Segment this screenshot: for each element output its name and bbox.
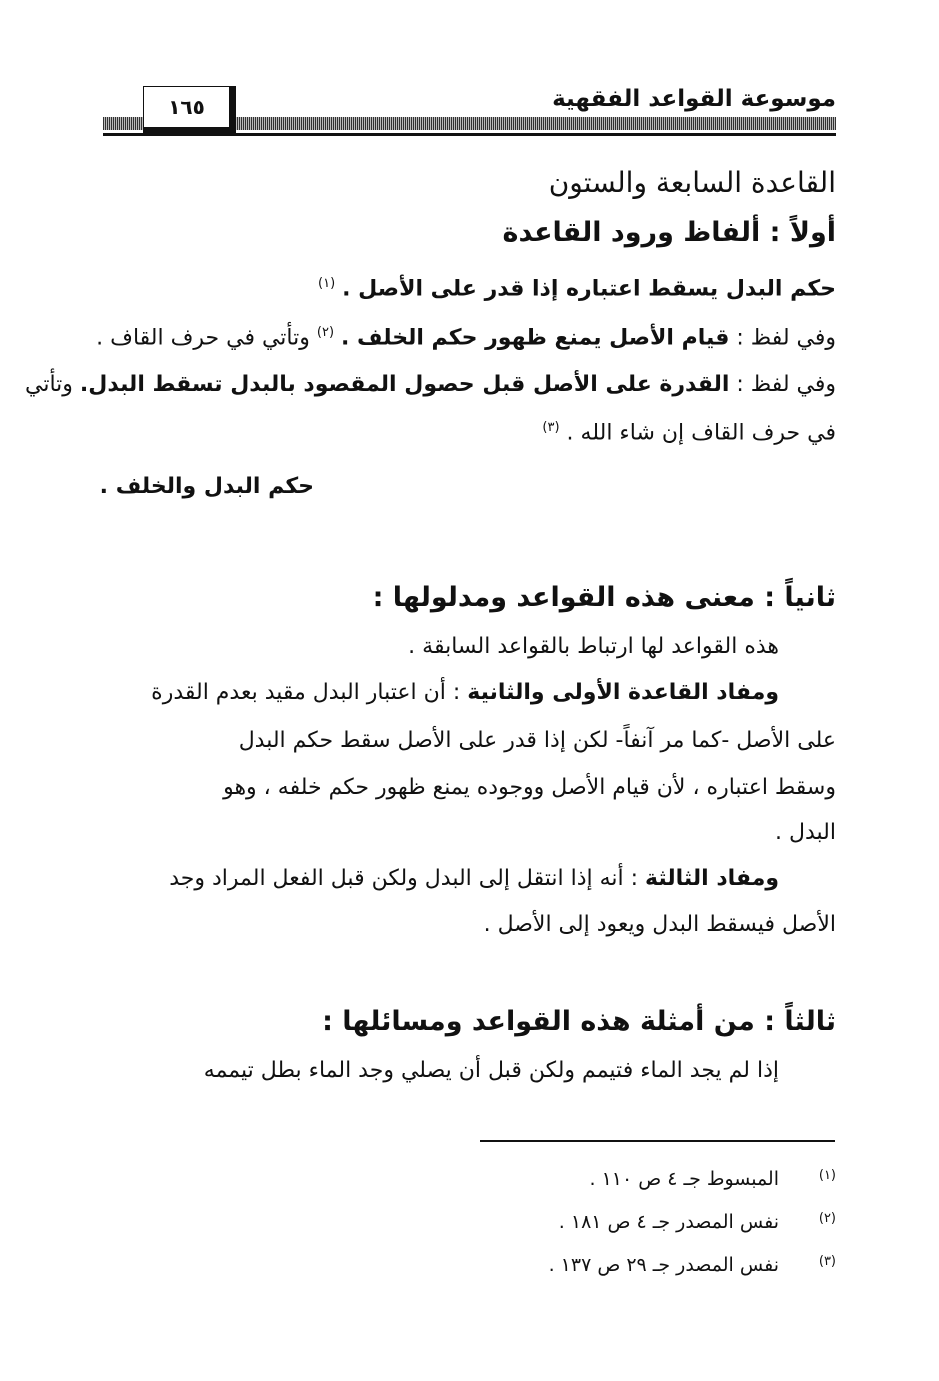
wording-suffix-3: وتأتي	[25, 372, 73, 397]
rule-wording-2: قيام الأصل يمنع ظهور حكم الخلف .	[341, 325, 730, 351]
footnote-number: (٣)	[818, 1254, 836, 1269]
section2-line5: البدل .	[775, 820, 836, 845]
running-header-title: موسوعة القواعد الفقهية	[552, 86, 836, 112]
section2-line7: الأصل فيسقط البدل ويعود إلى الأصل .	[483, 912, 836, 937]
rule-wording-1: حكم البدل يسقط اعتباره إذا قدر على الأصل .	[342, 276, 836, 302]
footnote-ref-2: (٢)	[316, 325, 335, 340]
section1-heading: أولاً : ألفاظ ورود القاعدة	[502, 217, 836, 248]
section1-line1	[318, 276, 836, 301]
section2-line6	[169, 866, 779, 891]
footnote-text: المبسوط جـ ٤ ص ١١٠ .	[589, 1168, 779, 1190]
footnote-separator	[480, 1140, 835, 1142]
section3-heading: ثالثاً : من أمثلة هذه القواعد ومسائلها :	[322, 1006, 836, 1037]
wording-suffix-2: وتأتي في حرف القاف .	[96, 325, 310, 351]
wording-prefix-3: وفي لفظ :	[729, 372, 836, 397]
section2-line1: هذه القواعد لها ارتباط بالقواعد السابقة .	[408, 634, 779, 659]
footnote-ref-3: (٣)	[542, 420, 560, 435]
meaning-text-1: : أن اعتبار البدل مقيد بعدم القدرة	[151, 680, 461, 705]
section3-line1: إذا لم يجد الماء فتيمم ولكن قبل أن يصلي وجد الماء بطل تيممه	[203, 1058, 779, 1083]
footnote-ref-1: (١)	[318, 276, 336, 291]
meaning-label-2: ومفاد الثالثة	[645, 866, 779, 891]
section1-line5	[100, 474, 314, 499]
wording-continuation: في حرف القاف إن شاء الله .	[566, 420, 836, 446]
footnote-number: (١)	[818, 1168, 836, 1183]
footnote-text: نفس المصدر جـ ٢٩ ص ١٣٧ .	[548, 1254, 779, 1276]
footnote-number: (٢)	[818, 1211, 836, 1226]
wording-prefix-2: وفي لفظ :	[729, 325, 836, 351]
section2-heading: ثانياً : معنى هذه القواعد ومدلولها :	[372, 582, 836, 613]
section1-line4	[542, 420, 836, 445]
meaning-text-2: : أنه إذا انتقل إلى البدل ولكن قبل الفعل المراد وجد	[169, 866, 639, 891]
section1-line3	[25, 372, 836, 397]
page-number-box	[143, 86, 236, 133]
header-rule-line	[103, 133, 836, 136]
rule-title: القاعدة السابعة والستون	[548, 166, 836, 199]
section2-line2	[151, 680, 779, 705]
section1-line2	[96, 325, 836, 350]
rule-wording-3: القدرة على الأصل قبل حصول المقصود بالبدل تسقط البدل.	[79, 372, 730, 397]
page-number: ١٦٥	[168, 95, 205, 119]
section2-line4: وسقط اعتباره ، لأن قيام الأصل ووجوده يمنع ظهور حكم خلفه ، وهو	[223, 775, 836, 800]
meaning-label-1: ومفاد القاعدة الأولى والثانية	[467, 680, 779, 705]
section2-line3: على الأصل -كما مر آنفاً- لكن إذا قدر على الأصل سقط حكم البدل	[238, 728, 836, 753]
rule-wording-4: حكم البدل والخلف .	[99, 474, 314, 499]
footnote-text: نفس المصدر جـ ٤ ص ١٨١ .	[558, 1211, 779, 1233]
